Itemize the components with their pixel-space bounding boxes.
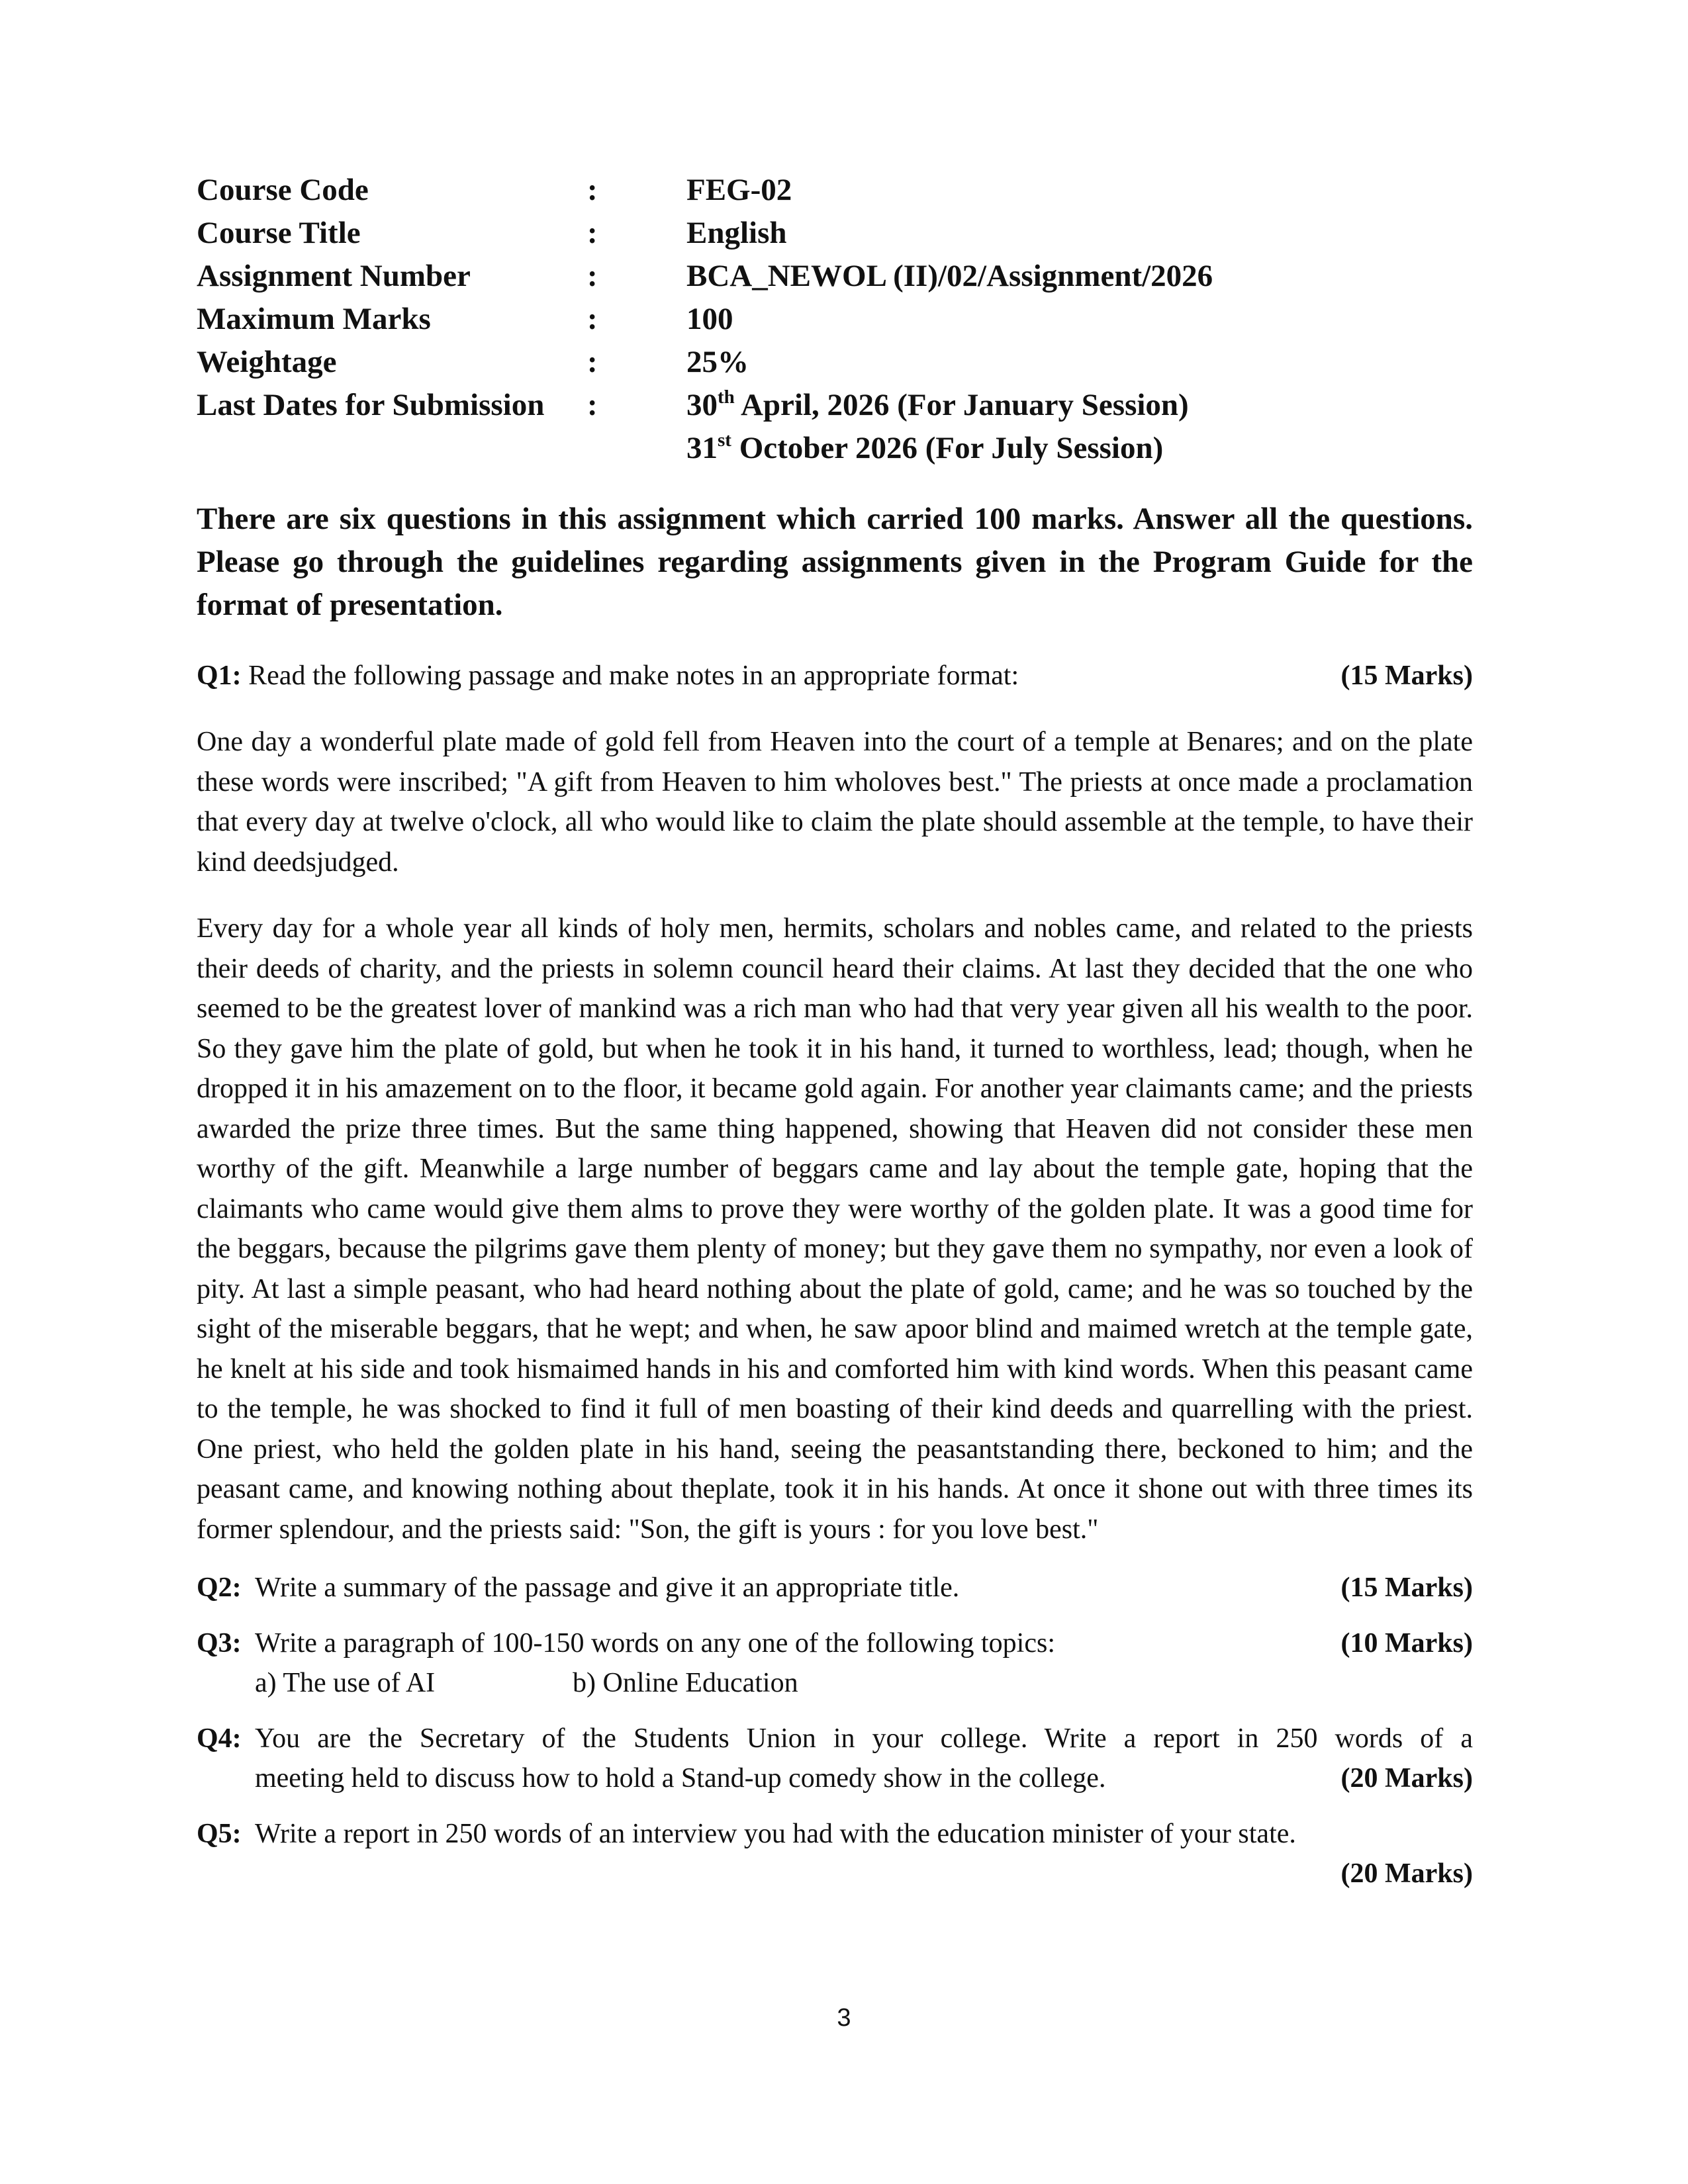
course-title-row bbox=[197, 212, 1213, 255]
instructions-paragraph: There are six questions in this assignment which carried 100 marks. Answer all the questions. Please go through the guidelines regarding assignments given in the Program Guide for the format of presentation. bbox=[197, 502, 1473, 622]
question-4 bbox=[197, 1719, 1473, 1798]
question-3-marks: (10 Marks) bbox=[1340, 1628, 1473, 1659]
weightage-value: 25% bbox=[686, 345, 749, 379]
course-info-table bbox=[197, 169, 1213, 470]
assignment-number-value: BCA_NEWOL (II)/02/Assignment/2026 bbox=[686, 259, 1213, 293]
question-1-marks: (15 Marks) bbox=[1340, 660, 1473, 691]
question-5-marks: (20 Marks) bbox=[1340, 1858, 1473, 1889]
submission-label: Last Dates for Submission bbox=[197, 388, 545, 422]
passage-paragraph-2: Every day for a whole year all kinds of holy men, hermits, scholars and nobles came, and related to the priests their deeds of charity, and the priests in solemn council heard their claims. At last they decided that the one who seemed to be the greatest lover of mankind was a rich man who had that very year given all his wealth to the poor. So they gave him the plate of gold, but when he took it in his hand, it turned to worthless, lead; though, when he dropped it in his amazement on to the floor, it became gold again. For another year claimants came; and the priests awarded the prize three times. But the same thing happened, showing that Heaven did not consider these men worthy of the gift. Meanwhile a large number of beggars came and lay about the temple gate, hoping that the claimants who came would give them alms to prove they were worthy of the golden plate. It was a good time for the beggars, because the pilgrims gave them plenty of money; but they gave them no sympathy, nor even a look of pity. At last a simple peasant, who had heard nothing about the plate of gold, came; and he was so touched by the sight of the miserable beggars, that he wept; and when, he saw apoor blind and maimed wretch at the temple gate, he knelt at his side and took hismaimed hands in his and comforted him with kind words. When this peasant came to the temple, he was shocked to find it full of men boasting of their kind deeds and quarrelling with the priest. One priest, who held the golden plate in his hand, seeing the peasantstanding there, beckoned to him; and the peasant came, and knowing nothing about theplate, took it in his hands. At once it shone out with three times its former splendour, and the priests said: "Son, the gift is yours : for you love best." bbox=[197, 913, 1473, 1545]
question-4-text-line-2: meeting held to discuss how to hold a Stand-up comedy show in the college. bbox=[255, 1763, 1106, 1794]
question-5 bbox=[197, 1814, 1473, 1893]
submission-row bbox=[197, 384, 1213, 470]
maximum-marks-label: Maximum Marks bbox=[197, 302, 431, 336]
question-3 bbox=[197, 1623, 1473, 1703]
question-1-number: Q1: bbox=[197, 660, 242, 691]
date2-suffix: st bbox=[718, 430, 731, 451]
assignment-number-colon: : bbox=[587, 259, 598, 293]
question-1 bbox=[197, 656, 1473, 696]
weightage-row bbox=[197, 341, 1213, 384]
assignment-number-label: Assignment Number bbox=[197, 259, 471, 293]
submission-dates bbox=[686, 384, 1213, 470]
passage-paragraph-1: One day a wonderful plate made of gold fell from Heaven into the court of a temple at Benares; and on the plate these words were inscribed; "A gift from Heaven to him wholoves best." The priests at once made a proclamation that every day at twelve o'clock, all who would like to claim the plate should assemble at the temple, to have their kind deedsjudged. bbox=[197, 727, 1473, 878]
question-5-number: Q5: bbox=[197, 1819, 242, 1849]
date2-day: 31 bbox=[686, 431, 718, 465]
submission-date-january bbox=[686, 384, 1213, 427]
question-2-marks: (15 Marks) bbox=[1340, 1572, 1473, 1603]
date1-suffix: th bbox=[718, 387, 735, 408]
question-3-option-a: a) The use of AI bbox=[255, 1668, 436, 1698]
course-code-label: Course Code bbox=[197, 173, 369, 207]
question-2-number: Q2: bbox=[197, 1572, 242, 1603]
course-code-row bbox=[197, 169, 1213, 212]
date1-day: 30 bbox=[686, 388, 718, 422]
passage bbox=[197, 722, 1473, 1549]
course-code-value: FEG-02 bbox=[686, 173, 792, 207]
date2-rest: October 2026 (For July Session) bbox=[731, 431, 1164, 465]
maximum-marks-colon: : bbox=[587, 302, 598, 336]
maximum-marks-value: 100 bbox=[686, 302, 733, 336]
question-4-number: Q4: bbox=[197, 1723, 242, 1754]
question-3-option-b: b) Online Education bbox=[573, 1668, 798, 1698]
course-title-label: Course Title bbox=[197, 216, 361, 250]
question-4-text-line-1: You are the Secretary of the Students Union in your college. Write a report in 250 words of a bbox=[255, 1723, 1473, 1754]
course-title-colon: : bbox=[587, 216, 598, 250]
question-2 bbox=[197, 1568, 1473, 1608]
course-code-colon: : bbox=[587, 173, 598, 207]
question-4-marks: (20 Marks) bbox=[1340, 1763, 1473, 1794]
question-3-options bbox=[255, 1663, 1473, 1703]
submission-date-july bbox=[686, 427, 1213, 470]
question-5-text: Write a report in 250 words of an interview you had with the education minister of your state. bbox=[255, 1819, 1296, 1849]
question-2-text: Write a summary of the passage and give it an appropriate title. bbox=[255, 1572, 960, 1603]
question-1-text: Read the following passage and make notes in an appropriate format: bbox=[241, 660, 1019, 691]
weightage-colon: : bbox=[587, 345, 598, 379]
maximum-marks-row bbox=[197, 298, 1213, 341]
weightage-label: Weightage bbox=[197, 345, 337, 379]
assignment-number-row bbox=[197, 255, 1213, 298]
question-3-number: Q3: bbox=[197, 1628, 242, 1659]
submission-colon: : bbox=[587, 388, 598, 422]
course-title-value: English bbox=[686, 216, 787, 250]
question-3-text: Write a paragraph of 100-150 words on any one of the following topics: bbox=[255, 1628, 1055, 1659]
page-number: 3 bbox=[837, 2004, 851, 2032]
assignment-page bbox=[197, 169, 1473, 1893]
date1-rest: April, 2026 (For January Session) bbox=[734, 388, 1189, 422]
